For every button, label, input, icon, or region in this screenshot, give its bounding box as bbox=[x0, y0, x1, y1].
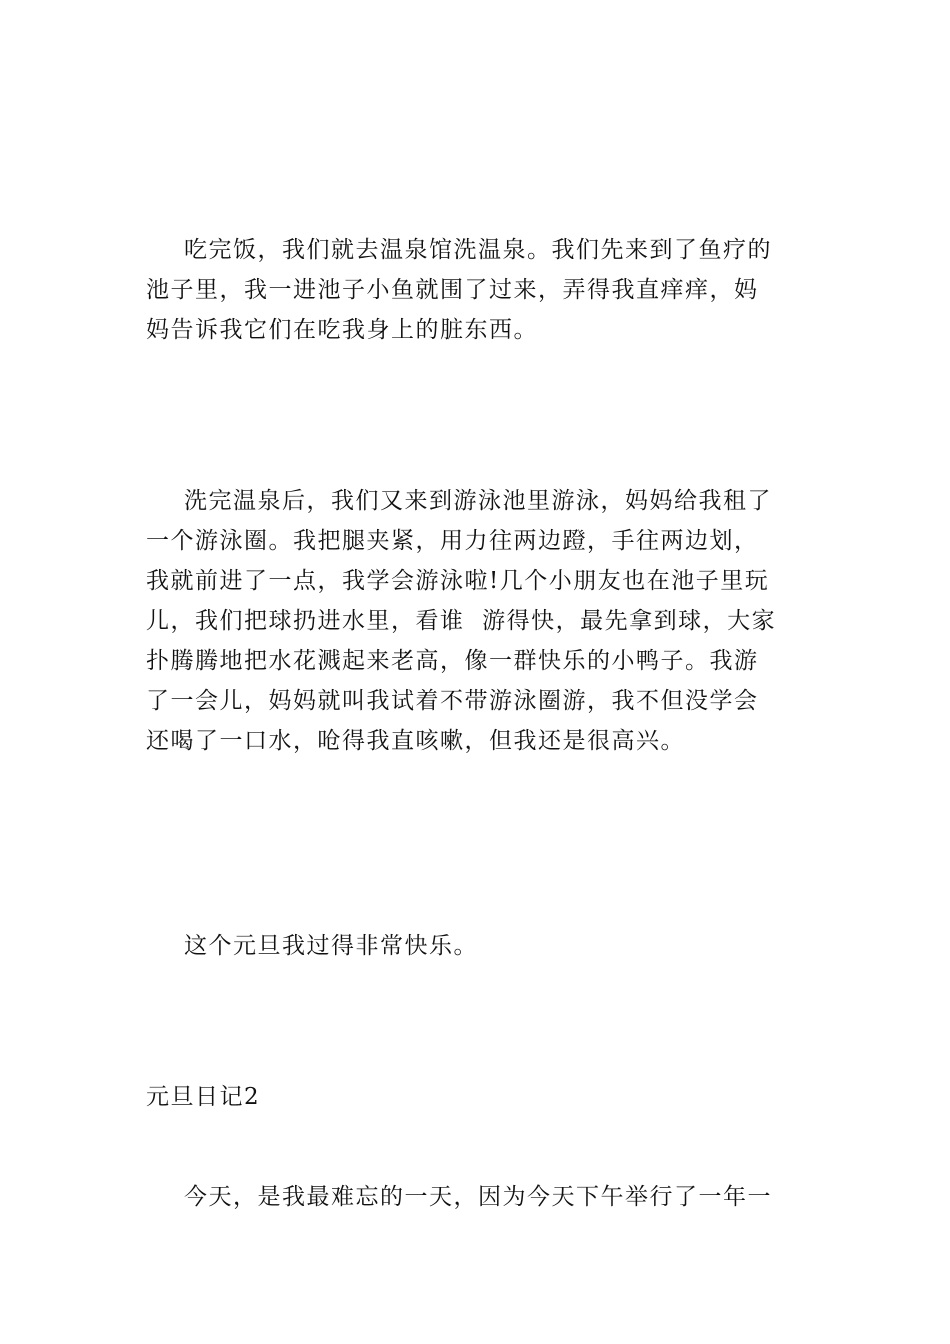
diary-heading: 元旦日记2 bbox=[146, 1084, 261, 1110]
text-line: 今天，是我最难忘的一天，因为今天下午举行了一年一 bbox=[184, 1184, 772, 1210]
text-line: 妈告诉我它们在吃我身上的脏东西。 bbox=[146, 317, 538, 343]
text-line: 池子里，我一进池子小鱼就围了过来，弄得我直痒痒，妈 bbox=[146, 277, 759, 303]
paragraph-diary-2-start bbox=[146, 1177, 810, 1217]
text-line: 洗完温泉后，我们又来到游泳池里游泳，妈妈给我租了 bbox=[184, 488, 772, 514]
text-line: 一个游泳圈。我把腿夹紧，用力往两边蹬，手往两边划， bbox=[146, 528, 759, 554]
paragraph-swimming bbox=[146, 481, 810, 761]
paragraph-conclusion bbox=[146, 926, 810, 966]
text-line: 扑腾腾地把水花溅起来老高，像一群快乐的小鸭子。我游 bbox=[146, 648, 759, 674]
paragraph-fish-spa bbox=[146, 230, 810, 350]
text-line: 儿，我们把球扔进水里，看谁 游得快，最先拿到球，大家 bbox=[146, 608, 777, 634]
text-line: 了一会儿，妈妈就叫我试着不带游泳圈游，我不但没学会 bbox=[146, 688, 759, 714]
text-line: 我就前进了一点，我学会游泳啦!几个小朋友也在池子里玩 bbox=[146, 568, 770, 594]
text-line: 吃完饭，我们就去温泉馆洗温泉。我们先来到了鱼疗的 bbox=[184, 237, 772, 263]
text-line: 这个元旦我过得非常快乐。 bbox=[184, 933, 478, 959]
text-line: 还喝了一口水，呛得我直咳嗽，但我还是很高兴。 bbox=[146, 728, 685, 754]
